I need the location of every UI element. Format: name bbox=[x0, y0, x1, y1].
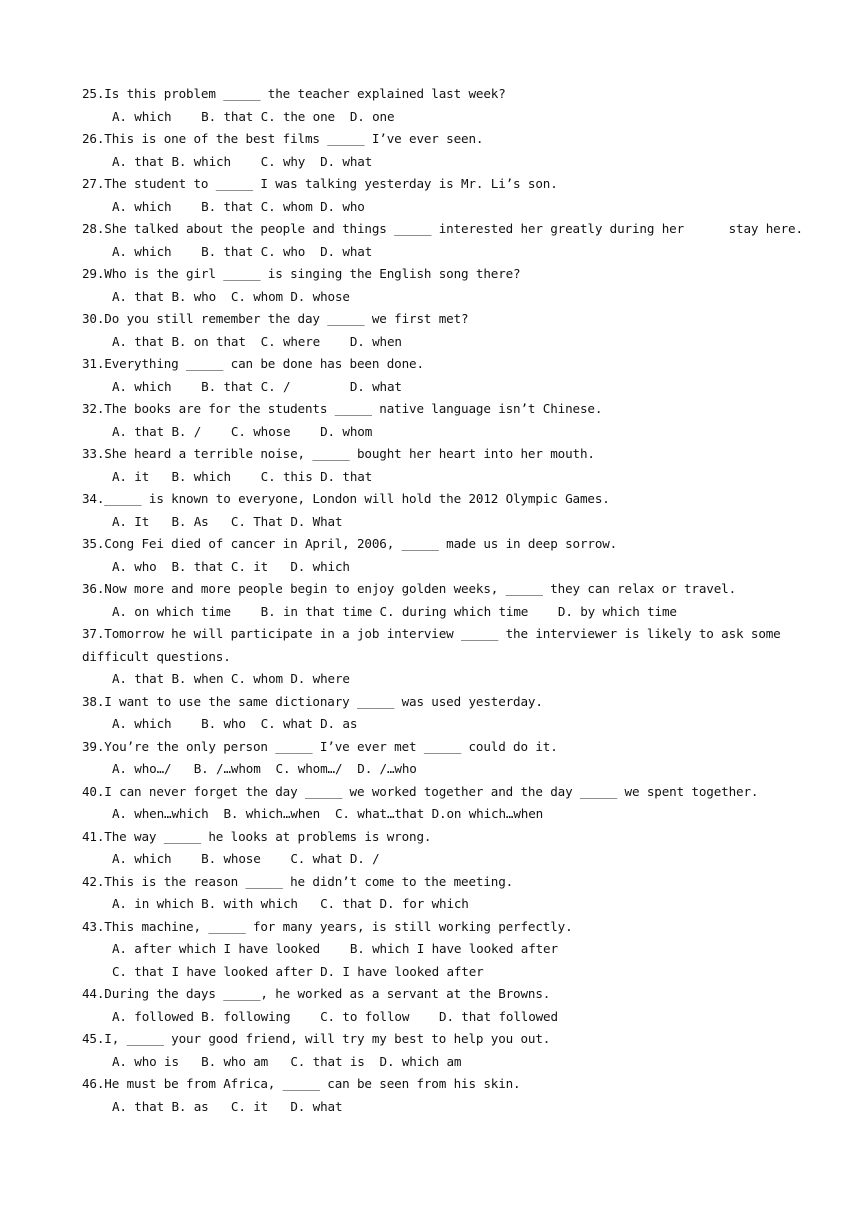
question-28: 28.She talked about the people and things _____ interested her greatly during her stay here. bbox=[82, 221, 803, 236]
options-28: A. which B. that C. who D. what bbox=[112, 243, 373, 259]
options-42: A. in which B. with which C. that D. for which bbox=[112, 896, 469, 911]
options-32: A. that B. / C. whose D. whom bbox=[112, 423, 373, 439]
options-34: A. It B. As C. That D. What bbox=[112, 513, 343, 529]
question-34: 34._____ is known to everyone, London will hold the 2012 Olympic Games. bbox=[82, 491, 610, 506]
question-32: 32.The books are for the students _____ native language isn’t Chinese. bbox=[82, 401, 603, 416]
options-25: A. which B. that C. the one D. one bbox=[112, 108, 395, 124]
options-29: A. that B. who C. whom D. whose bbox=[112, 288, 350, 304]
options-27: A. which B. that C. whom D. who bbox=[112, 198, 365, 214]
question-37: 37.Tomorrow he will participate in a job interview _____ the interviewer is likely to ask some difficult questions. bbox=[82, 626, 781, 664]
options-36: A. on which time B. in that time C. during which time D. by which time bbox=[112, 603, 677, 619]
question-38: 38.I want to use the same dictionary _____ was used yesterday. bbox=[82, 693, 543, 709]
question-39: 39.You’re the only person _____ I’ve ever met _____ could do it. bbox=[82, 738, 558, 754]
options-46: A. that B. as C. it D. what bbox=[112, 1098, 343, 1114]
question-31: 31.Everything _____ can be done has been done. bbox=[82, 356, 424, 371]
options-41: A. which B. whose C. what D. / bbox=[112, 851, 380, 866]
options-26: A. that B. which C. why D. what bbox=[112, 153, 373, 169]
options-37: A. that B. when C. whom D. where bbox=[112, 671, 350, 686]
question-33: 33.She heard a terrible noise, _____ bought her heart into her mouth. bbox=[82, 446, 595, 461]
worksheet bbox=[82, 83, 803, 1118]
question-44: 44.During the days _____, he worked as a servant at the Browns. bbox=[82, 986, 551, 1001]
question-45: 45.I, _____ your good friend, will try my best to help you out. bbox=[82, 1031, 551, 1046]
question-46: 46.He must be from Africa, _____ can be seen from his skin. bbox=[82, 1076, 521, 1091]
options-43-line2: C. that I have looked after D. I have looked after bbox=[112, 963, 484, 979]
question-30: 30.Do you still remember the day _____ we first met? bbox=[82, 311, 469, 326]
question-25: 25.Is this problem _____ the teacher explained last week? bbox=[82, 86, 506, 101]
question-35: 35.Cong Fei died of cancer in April, 2006, _____ made us in deep sorrow. bbox=[82, 536, 618, 551]
options-31: A. which B. that C. / D. what bbox=[112, 378, 402, 394]
options-45: A. who is B. who am C. that is D. which am bbox=[112, 1053, 462, 1069]
options-39: A. who…/ B. /…whom C. whom…/ D. /…who bbox=[112, 761, 417, 776]
options-30: A. that B. on that C. where D. when bbox=[112, 333, 402, 349]
options-38: A. which B. who C. what D. as bbox=[112, 716, 358, 731]
question-29: 29.Who is the girl _____ is singing the English song there? bbox=[82, 266, 521, 281]
question-36: 36.Now more and more people begin to enjoy golden weeks, _____ they can relax or travel. bbox=[82, 581, 737, 596]
question-40: 40.I can never forget the day _____ we worked together and the day _____ we spent together. bbox=[82, 783, 759, 799]
options-44: A. followed B. following C. to follow D. that followed bbox=[112, 1008, 558, 1024]
options-40: A. when…which B. which…when C. what…that D.on which…when bbox=[112, 806, 544, 821]
options-33: A. it B. which C. this D. that bbox=[112, 468, 373, 484]
options-35: A. who B. that C. it D. which bbox=[112, 558, 350, 574]
question-43: 43.This machine, _____ for many years, is still working perfectly. bbox=[82, 918, 573, 934]
question-42: 42.This is the reason _____ he didn’t come to the meeting. bbox=[82, 873, 514, 889]
question-26: 26.This is one of the best films _____ I’ve ever seen. bbox=[82, 131, 484, 146]
question-27: 27.The student to _____ I was talking yesterday is Mr. Li’s son. bbox=[82, 176, 558, 191]
options-43-line1: A. after which I have looked B. which I have looked after bbox=[112, 941, 558, 956]
question-41: 41.The way _____ he looks at problems is wrong. bbox=[82, 828, 432, 844]
